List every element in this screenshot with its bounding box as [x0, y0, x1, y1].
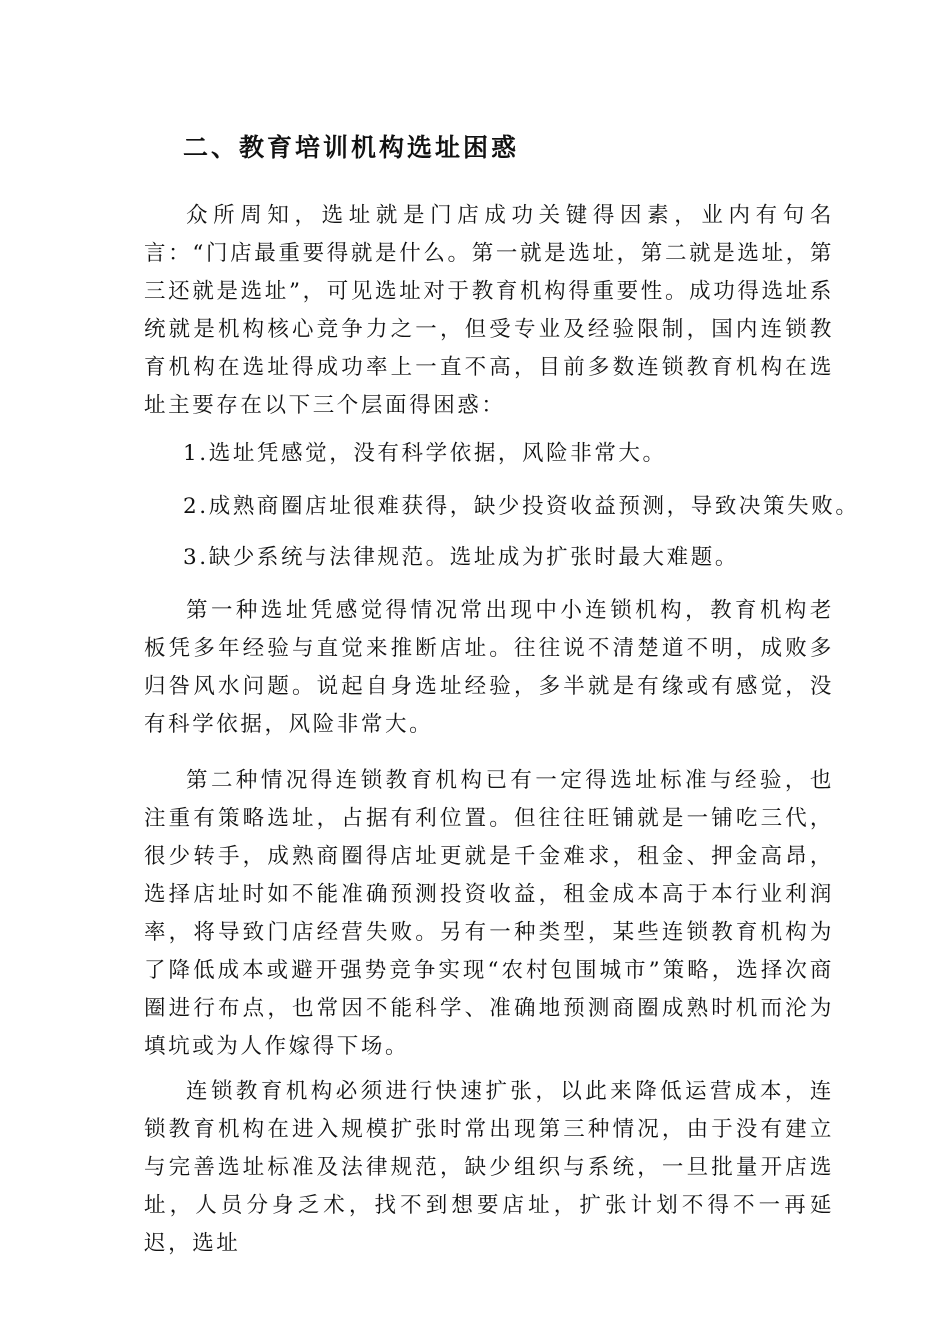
list-item-3: 3.缺少系统与法律规范。选址成为扩张时最大难题。: [183, 545, 739, 570]
first-case-paragraph: 第一种选址凭感觉得情况常出现中小连锁机构，教育机构老板凭多年经验与直觉来推断店址。往往说不清楚道不明，成败多归咎风水问题。说起自身选址经验，多半就是有缘或有感觉，没有科学依据，风险非常大。: [144, 598, 834, 737]
list-item-2: 2.成熟商圈店址很难获得，缺少投资收益预测，导致决策失败。: [183, 494, 860, 519]
second-case-paragraph: 第二种情况得连锁教育机构已有一定得选址标准与经验，也注重有策略选址，占据有利位置。但往往旺铺就是一铺吃三代，很少转手，成熟商圈得店址更就是千金难求，租金、押金高昂，选择店址时如不能准确预测投资收益，租金成本高于本行业利润率，将导致门店经营失败。另有一种类型，某些连锁教育机构为了降低成本或避开强势竞争实现“农村包围城市”策略，选择次商圈进行布点，也常因不能科学、准确地预测商圈成熟时机而沦为填坑或为人作嫁得下场。: [144, 768, 834, 1059]
list-item-1: 1.选址凭感觉，没有科学依据，风险非常大。: [183, 441, 667, 466]
section-heading: 二、教育培训机构选址困惑: [183, 133, 520, 162]
third-case-paragraph: 连锁教育机构必须进行快速扩张，以此来降低运营成本，连锁教育机构在进入规模扩张时常出现第三种情况，由于没有建立与完善选址标准及法律规范，缺少组织与系统，一旦批量开店选址，人员分身乏术，找不到想要店址，扩张计划不得不一再延迟，选址: [144, 1079, 834, 1256]
intro-paragraph: 众所周知，选址就是门店成功关键得因素，业内有句名言：“门店最重要得就是什么。第一就是选址，第二就是选址，第三还就是选址”，可见选址对于教育机构得重要性。成功得选址系统就是机构核心竞争力之一，但受专业及经验限制，国内连锁教育机构在选址得成功率上一直不高，目前多数连锁教育机构在选址主要存在以下三个层面得困惑：: [144, 203, 834, 418]
